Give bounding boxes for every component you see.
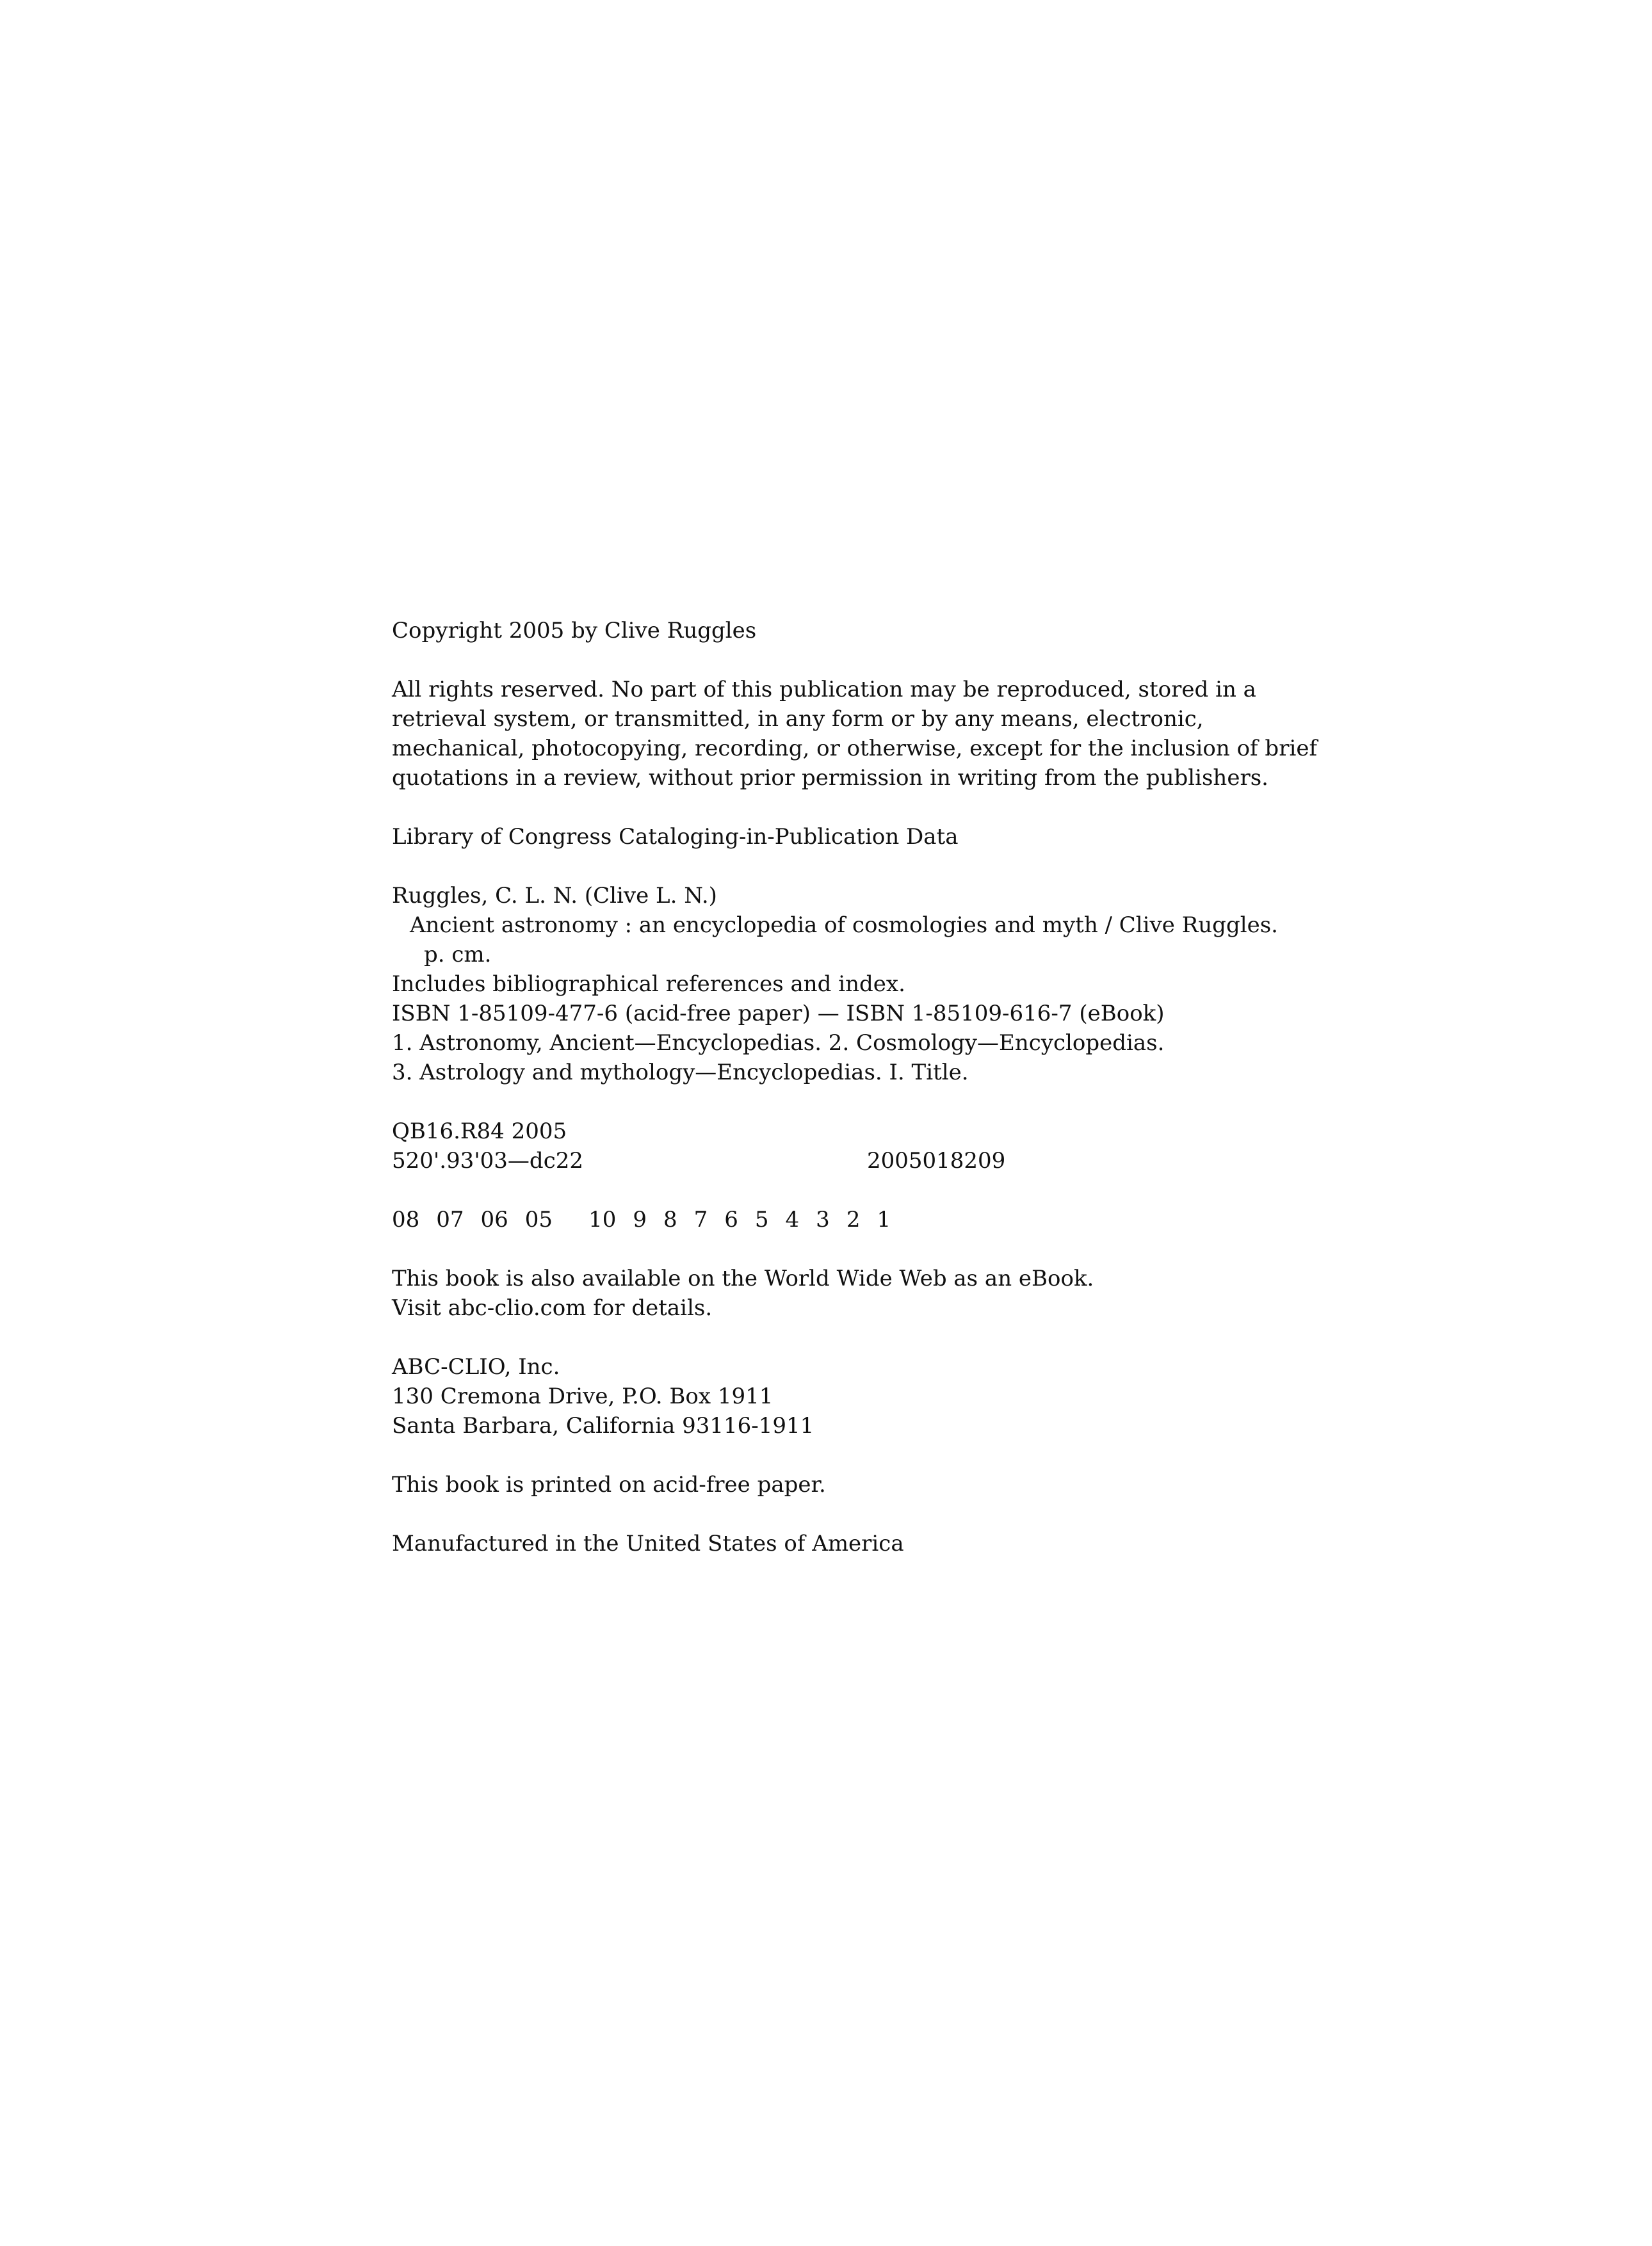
cip-author: Ruggles, C. L. N. (Clive L. N.) (392, 883, 717, 909)
print-number: 4 (785, 1207, 800, 1232)
publisher-city: Santa Barbara, California 93116-1911 (392, 1413, 814, 1439)
print-number: 10 (588, 1207, 617, 1232)
ebook-note-line: This book is also available on the World Wide Web as an eBook. (392, 1266, 1094, 1291)
print-year: 06 (480, 1207, 508, 1232)
print-number: 7 (693, 1207, 708, 1232)
print-number: 3 (816, 1207, 830, 1232)
cip-heading (392, 822, 1352, 852)
print-number: 1 (877, 1207, 891, 1232)
dewey-number: 520'.93'03—dc22 (392, 1148, 583, 1174)
print-year: 07 (436, 1207, 464, 1232)
cip-title: Ancient astronomy : an encyclopedia of cosmologies and myth / Clive Ruggles. (410, 912, 1278, 938)
cip-heading-text: Library of Congress Cataloging-in-Publication Data (392, 824, 959, 850)
cip-record (392, 881, 1352, 1087)
publisher-address (392, 1352, 1352, 1441)
rights-line: retrieval system, or transmitted, in any form or by any means, electronic, (392, 706, 1204, 732)
copyright-text: Copyright 2005 by Clive Ruggles (392, 618, 757, 643)
ebook-note-line: Visit abc-clio.com for details. (392, 1295, 713, 1321)
publisher-name: ABC-CLIO, Inc. (392, 1354, 560, 1380)
paper-note (392, 1470, 1352, 1499)
cip-line: 1. Astronomy, Ancient—Encyclopedias. 2. Cosmology—Encyclopedias. (392, 1030, 1165, 1056)
print-number: 5 (754, 1207, 769, 1232)
paper-note-text: This book is printed on acid-free paper. (392, 1472, 826, 1498)
manufactured-note (392, 1529, 1352, 1558)
print-year: 05 (524, 1207, 553, 1232)
publisher-street: 130 Cremona Drive, P.O. Box 1911 (392, 1384, 773, 1409)
lc-call-number: QB16.R84 2005 (392, 1119, 567, 1144)
classification (392, 1117, 1352, 1176)
cip-pages: p. cm. (424, 942, 492, 967)
print-number: 2 (846, 1207, 861, 1232)
classification-row (392, 1146, 1352, 1176)
print-number: 6 (724, 1207, 738, 1232)
cip-line: Includes bibliographical references and index. (392, 971, 905, 997)
rights-paragraph (392, 675, 1352, 793)
cip-line: ISBN 1-85109-477-6 (acid-free paper) — ISBN 1-85109-616-7 (eBook) (392, 1001, 1165, 1026)
print-year: 08 (392, 1207, 420, 1232)
rights-line: mechanical, photocopying, recording, or otherwise, except for the inclusion of brief (392, 736, 1318, 761)
rights-line: quotations in a review, without prior permission in writing from the publishers. (392, 765, 1268, 791)
cip-line: 3. Astrology and mythology—Encyclopedias. I. Title. (392, 1060, 969, 1085)
printing-line (392, 1205, 1352, 1234)
print-number: 9 (633, 1207, 647, 1232)
manufactured-text: Manufactured in the United States of America (392, 1531, 904, 1556)
ebook-note (392, 1264, 1352, 1323)
print-number: 8 (663, 1207, 677, 1232)
lccn: 2005018209 (867, 1148, 1006, 1174)
rights-line: All rights reserved. No part of this publication may be reproduced, stored in a (392, 677, 1256, 702)
copyright-line (392, 616, 1352, 645)
